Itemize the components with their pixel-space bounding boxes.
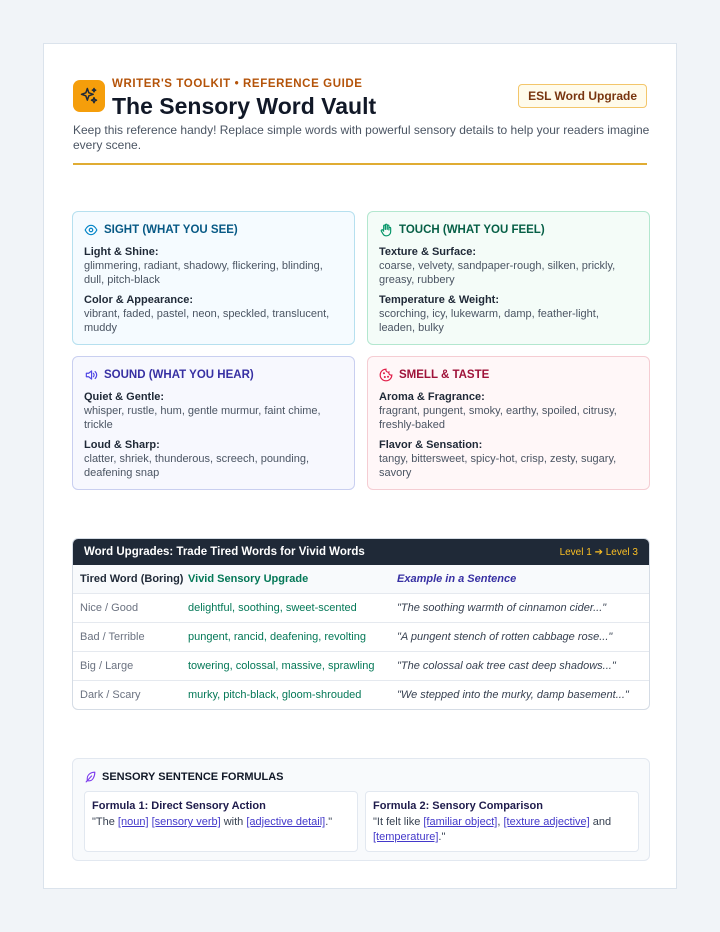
table-column-headers: [73, 565, 649, 593]
formula-2-text: [373, 815, 631, 845]
formula-text: .": [438, 831, 446, 843]
touch-group-1-words: coarse, velvety, sandpaper-rough, silken, prickly, greasy, rubbery: [379, 260, 616, 286]
feather-icon: [84, 770, 97, 783]
formula-slot: [temperature]: [373, 831, 439, 843]
sight-group-2-label: Color & Appearance:: [84, 294, 194, 306]
smell-group-1-words: fragrant, pungent, smoky, earthy, spoiled, citrusy, freshly-baked: [379, 405, 617, 431]
card-sight-title: SIGHT (WHAT YOU SEE): [104, 224, 238, 236]
page-header: [73, 44, 650, 165]
formula-slot: [sensory verb]: [151, 816, 221, 828]
card-touch-header: [379, 223, 638, 237]
formula-text: with: [220, 816, 247, 828]
sound-group-2-label: Loud & Sharp:: [84, 439, 160, 451]
sight-group-1-label: Light & Shine:: [84, 246, 159, 258]
tired-word: Nice / Good: [80, 602, 139, 614]
smell-group-2-words: tangy, bittersweet, spicy-hot, crisp, zesty, sugary, savory: [379, 453, 617, 479]
touch-group-2-label: Temperature & Weight:: [379, 294, 499, 306]
table-row: [73, 680, 649, 709]
smell-group-2-label: Flavor & Sensation:: [379, 439, 483, 451]
column-header: Example in a Sentence: [397, 573, 517, 585]
formula-cards: [84, 791, 638, 852]
vivid-upgrade: delightful, soothing, sweet-scented: [188, 602, 357, 614]
reference-sheet: [43, 43, 677, 889]
table-title: Word Upgrades: Trade Tired Words for Vivid Words: [84, 546, 365, 558]
example-sentence: "We stepped into the murky, damp basement...": [397, 689, 629, 701]
table-header-bar: [73, 539, 649, 565]
formula-slot: [noun]: [117, 816, 149, 828]
page-title: The Sensory Word Vault: [112, 93, 377, 119]
formula-1-title: Formula 1: Direct Sensory Action: [92, 800, 266, 812]
formula-1-text: [92, 815, 350, 830]
table-row: [73, 651, 649, 680]
vivid-upgrade: towering, colossal, massive, sprawling: [188, 660, 375, 672]
formula-text: ,: [497, 816, 504, 828]
column-header: Vivid Sensory Upgrade: [188, 573, 309, 585]
example-sentence: "The colossal oak tree cast deep shadows...": [397, 660, 616, 672]
formula-2-title: Formula 2: Sensory Comparison: [373, 800, 543, 812]
sight-group-2-words: vibrant, faded, pastel, neon, speckled, translucent, muddy: [84, 308, 330, 334]
touch-group-2-words: scorching, icy, lukewarm, damp, feather-light, leaden, bulky: [379, 308, 599, 334]
formula-text: and: [589, 816, 612, 828]
word-upgrades-table: [72, 538, 650, 710]
card-sight-header: [84, 223, 343, 237]
level-badge: ESL Word Upgrade: [518, 84, 647, 108]
sight-group-1-words: glimmering, radiant, shadowy, flickering, blinding, dull, pitch-black: [84, 260, 323, 286]
card-smell-header: [379, 368, 638, 382]
sound-group-2-words: clatter, shriek, thunderous, screech, pounding, deafening snap: [84, 453, 310, 479]
formula-text: .": [325, 816, 333, 828]
eyebrow-label: WRITER'S TOOLKIT • REFERENCE GUIDE: [112, 78, 363, 90]
card-smell: [367, 356, 650, 490]
sparkles-icon: [73, 80, 105, 112]
formula-slot: [adjective detail]: [246, 816, 326, 828]
card-smell-title: SMELL & TASTE: [399, 369, 490, 381]
formula-text: "It felt like: [373, 816, 424, 828]
card-touch: [367, 211, 650, 345]
tired-word: Bad / Terrible: [80, 631, 145, 643]
example-sentence: "A pungent stench of rotten cabbage rose...": [397, 631, 613, 643]
sound-group-1-label: Quiet & Gentle:: [84, 391, 165, 403]
sense-cards: [72, 211, 650, 490]
speaker-icon: [84, 368, 98, 382]
card-sound: [72, 356, 355, 490]
intro-text: Keep this reference handy! Replace simple words with powerful sensory details to help your readers imagine every scene.: [73, 123, 650, 152]
table-row: [73, 622, 649, 651]
vivid-upgrade: pungent, rancid, deafening, revolting: [188, 631, 366, 643]
formula-card-1: [84, 791, 358, 852]
sentence-formulas: [72, 758, 650, 861]
table-level: Level 1 ➔ Level 3: [559, 546, 638, 558]
tired-word: Big / Large: [80, 660, 134, 672]
tired-word: Dark / Scary: [80, 689, 141, 701]
smell-group-1-label: Aroma & Fragrance:: [379, 391, 485, 403]
touch-group-1-label: Texture & Surface:: [379, 246, 476, 258]
formula-text: "The: [92, 816, 118, 828]
card-sound-title: SOUND (WHAT YOU HEAR): [104, 369, 254, 381]
formula-slot: [texture adjective]: [503, 816, 590, 828]
formulas-title: SENSORY SENTENCE FORMULAS: [102, 770, 284, 783]
eye-icon: [84, 223, 98, 237]
card-sight: [72, 211, 355, 345]
formulas-header: [84, 770, 638, 783]
vivid-upgrade: murky, pitch-black, gloom-shrouded: [188, 689, 362, 701]
example-sentence: "The soothing warmth of cinnamon cider...": [397, 602, 607, 614]
cookie-icon: [379, 368, 393, 382]
table-row: [73, 593, 649, 622]
card-sound-header: [84, 368, 343, 382]
hand-icon: [379, 223, 393, 237]
column-header: Tired Word (Boring): [80, 573, 184, 585]
card-touch-title: TOUCH (WHAT YOU FEEL): [399, 224, 545, 236]
sound-group-1-words: whisper, rustle, hum, gentle murmur, faint chime, trickle: [84, 405, 321, 431]
formula-slot: [familiar object]: [423, 816, 498, 828]
formula-card-2: [365, 791, 639, 852]
